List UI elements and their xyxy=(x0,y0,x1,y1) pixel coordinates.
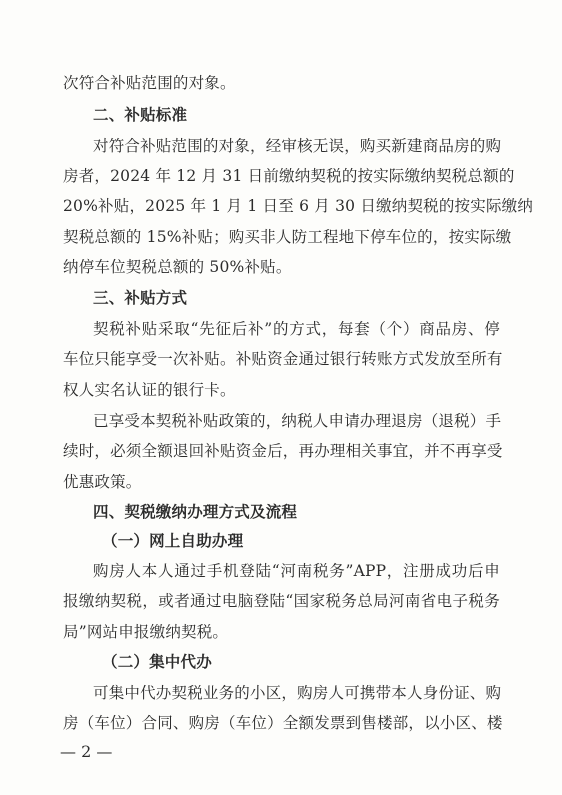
paragraph-line: 房（车位）合同、购房（车位）全额发票到售楼部，以小区、楼 xyxy=(63,714,503,732)
section-heading-subsidy-method: 三、补贴方式 xyxy=(93,288,188,308)
paragraph-line: 可集中代办契税业务的小区，购房人可携带本人身份证、购 xyxy=(93,683,502,702)
page-number: — 2 — xyxy=(60,742,113,761)
paragraph-line: 已享受本契税补贴政策的，纳税人申请办理退房（退税）手 xyxy=(93,411,502,430)
paragraph-line: 契税总额的 15%补贴；购买非人防工程地下停车位的，按实际缴 xyxy=(63,227,512,246)
paragraph-line: 房者，2024 年 12 月 31 日前缴纳契税的按实际缴纳契税总额的 xyxy=(63,166,515,185)
paragraph-line: 报缴纳契税，或者通过电脑登陆“国家税务总局河南省电子税务 xyxy=(63,592,500,611)
paragraph-line: 续时，必须全额退回补贴资金后，再办理相关事宜，并不再享受 xyxy=(63,442,503,461)
paragraph-line: 车位只能享受一次补贴。补贴资金通过银行转账方式发放至所有 xyxy=(63,350,503,369)
subsection-heading-centralized-agent: （二）集中代办 xyxy=(102,652,212,672)
subsection-heading-online: （一）网上自助办理 xyxy=(102,530,244,550)
paragraph-line: 纳停车位契税总额的 50%补贴。 xyxy=(63,258,292,277)
paragraph-line: 局”网站申报缴纳契税。 xyxy=(63,622,229,641)
paragraph-line: 20%补贴，2025 年 1 月 1 日至 6 月 30 日缴纳契税的按实际缴纳 xyxy=(63,197,534,216)
paragraph-line: 次符合补贴范围的对象。 xyxy=(63,74,236,92)
paragraph-line: 购房人本人通过手机登陆“河南税务”APP，注册成功后申 xyxy=(93,562,500,580)
section-heading-subsidy-standard: 二、补贴标准 xyxy=(93,105,188,125)
section-heading-payment-process: 四、契税缴纳办理方式及流程 xyxy=(93,501,298,521)
paragraph-line: 优惠政策。 xyxy=(63,472,142,491)
paragraph-line: 契税补贴采取“先征后补”的方式，每套（个）商品房、停 xyxy=(93,319,500,338)
paragraph-line: 权人实名认证的银行卡。 xyxy=(63,380,236,399)
paragraph-line: 对符合补贴范围的对象，经审核无误，购买新建商品房的购 xyxy=(93,136,502,155)
